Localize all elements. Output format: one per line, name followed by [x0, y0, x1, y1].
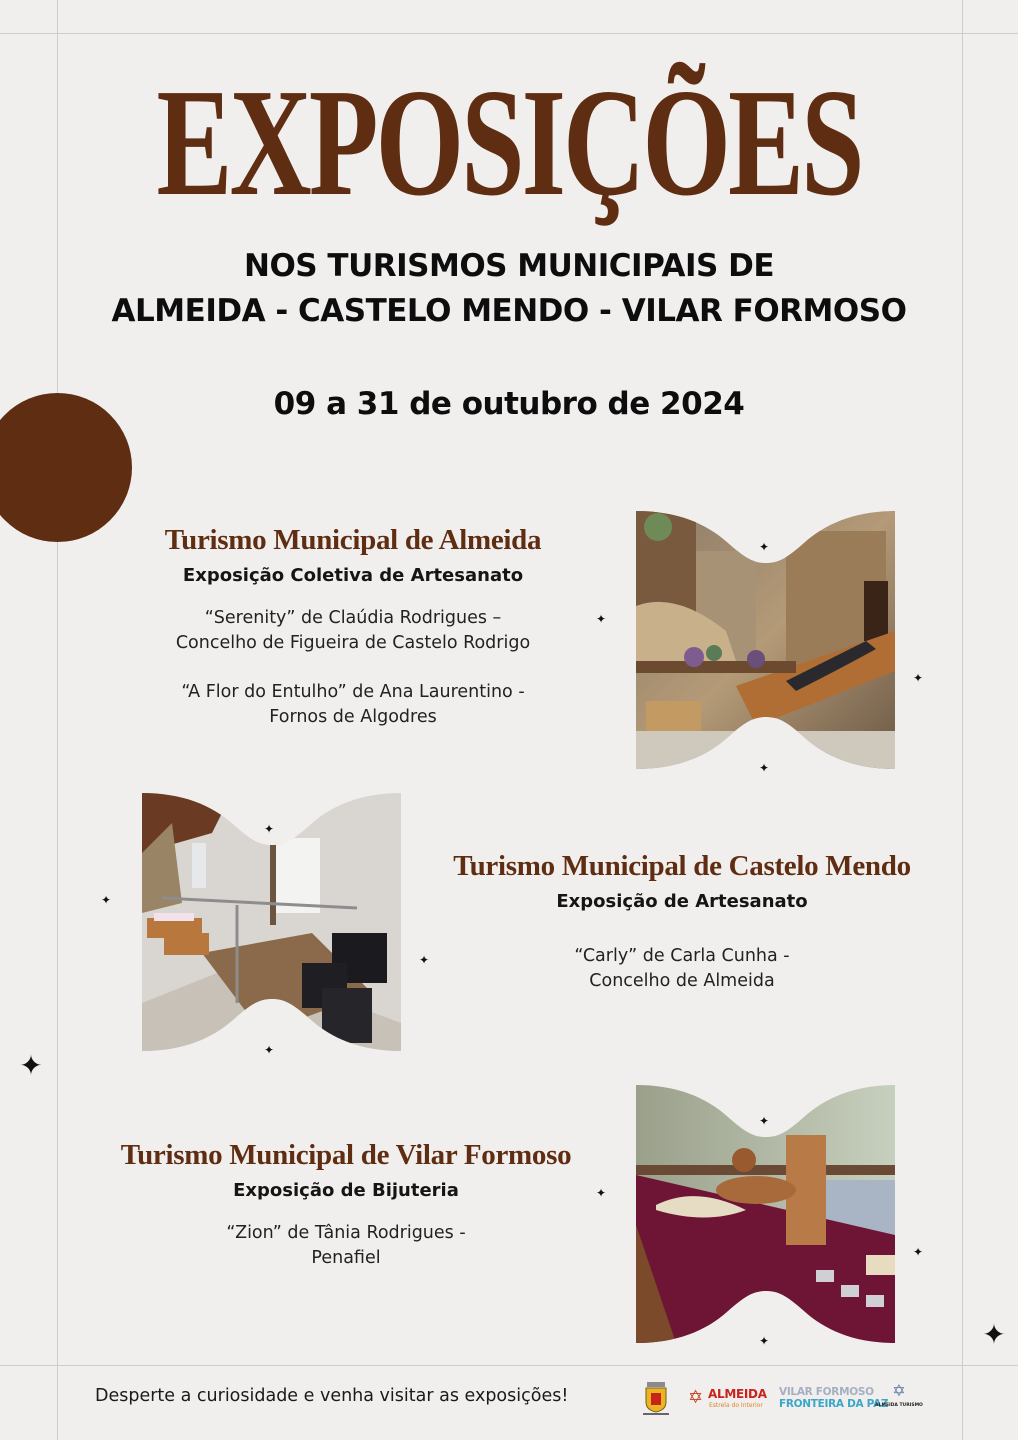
sparkle-star-icon: ✦: [595, 612, 607, 626]
sparkle-star-icon: ✦: [263, 1043, 275, 1057]
sparkle-star-icon: ✦: [912, 671, 924, 685]
guide-line-bottom: [0, 1365, 1018, 1366]
vilar-formoso-logo: [779, 1386, 889, 1412]
almeida-brand-logo: [688, 1385, 768, 1411]
event-date: 09 a 31 de outubro de 2024: [273, 386, 745, 422]
entry-line: Fornos de Algodres: [269, 707, 437, 727]
sparkle-star-icon: ✦: [758, 1114, 770, 1128]
almeida-star-icon: ✡: [688, 1387, 704, 1407]
crest-icon: [639, 1380, 673, 1416]
turismo-star-icon: ✡: [892, 1383, 906, 1400]
entry-line: “A Flor do Entulho” de Ana Laurentino -: [181, 682, 525, 702]
almeida-brand-name: ALMEIDA: [708, 1387, 767, 1401]
almeida-turismo-logo: [874, 1384, 924, 1414]
sparkle-star-icon: ✦: [758, 540, 770, 554]
sparkle-star-icon: ✦: [912, 1245, 924, 1259]
vilar-formoso-line2: FRONTEIRA DA PAZ: [779, 1398, 889, 1410]
guide-line-top: [0, 33, 1018, 34]
entry-line: “Serenity” de Claúdia Rodrigues –: [204, 608, 502, 628]
section-vilar-formoso: [96, 1139, 596, 1271]
sparkle-star-icon: ✦: [595, 1186, 607, 1200]
guide-line-left: [57, 0, 58, 1440]
section-exhibition: Exposição de Bijuteria: [233, 1180, 459, 1201]
page-title: EXPOSIÇÕES: [156, 58, 862, 228]
sparkle-star-large-icon: ✦: [982, 1319, 1006, 1350]
almeida-crest-logo: [639, 1380, 673, 1416]
sparkle-star-icon: ✦: [758, 761, 770, 775]
turismo-label: ALMEIDA TURISMO: [875, 1403, 923, 1408]
sparkle-star-icon: ✦: [100, 893, 112, 907]
entry-line: “Carly” de Carla Cunha -: [574, 946, 790, 966]
section-almeida: [120, 524, 586, 730]
sparkle-star-icon: ✦: [418, 953, 430, 967]
section-title: Turismo Municipal de Vilar Formoso: [120, 1139, 572, 1171]
section-castelo-mendo: [432, 850, 932, 994]
entry-line: Penafiel: [311, 1248, 381, 1268]
section-title: Turismo Municipal de Almeida: [164, 524, 542, 556]
entry-line: Concelho de Almeida: [589, 971, 775, 991]
section-exhibition: Exposição de Artesanato: [556, 891, 808, 912]
entry-line: “Zion” de Tânia Rodrigues -: [226, 1223, 466, 1243]
vilar-formoso-line1: VILAR FORMOSO: [779, 1386, 874, 1398]
section-exhibition: Exposição Coletiva de Artesanato: [182, 565, 524, 586]
guide-line-right: [962, 0, 963, 1440]
sparkle-star-large-icon: ✦: [19, 1050, 43, 1081]
entry-line: Concelho de Figueira de Castelo Rodrigo: [175, 633, 531, 653]
subtitle-line-2: ALMEIDA - CASTELO MENDO - VILAR FORMOSO: [111, 293, 907, 329]
subtitle-line-1: NOS TURISMOS MUNICIPAIS DE: [244, 248, 774, 284]
sparkle-star-icon: ✦: [263, 822, 275, 836]
sparkle-star-icon: ✦: [758, 1334, 770, 1348]
section-title: Turismo Municipal de Castelo Mendo: [453, 850, 911, 882]
footer-tagline: Desperte a curiosidade e venha visitar as exposições!: [95, 1386, 569, 1406]
almeida-brand-tagline: Estrela do Interior: [709, 1402, 763, 1409]
